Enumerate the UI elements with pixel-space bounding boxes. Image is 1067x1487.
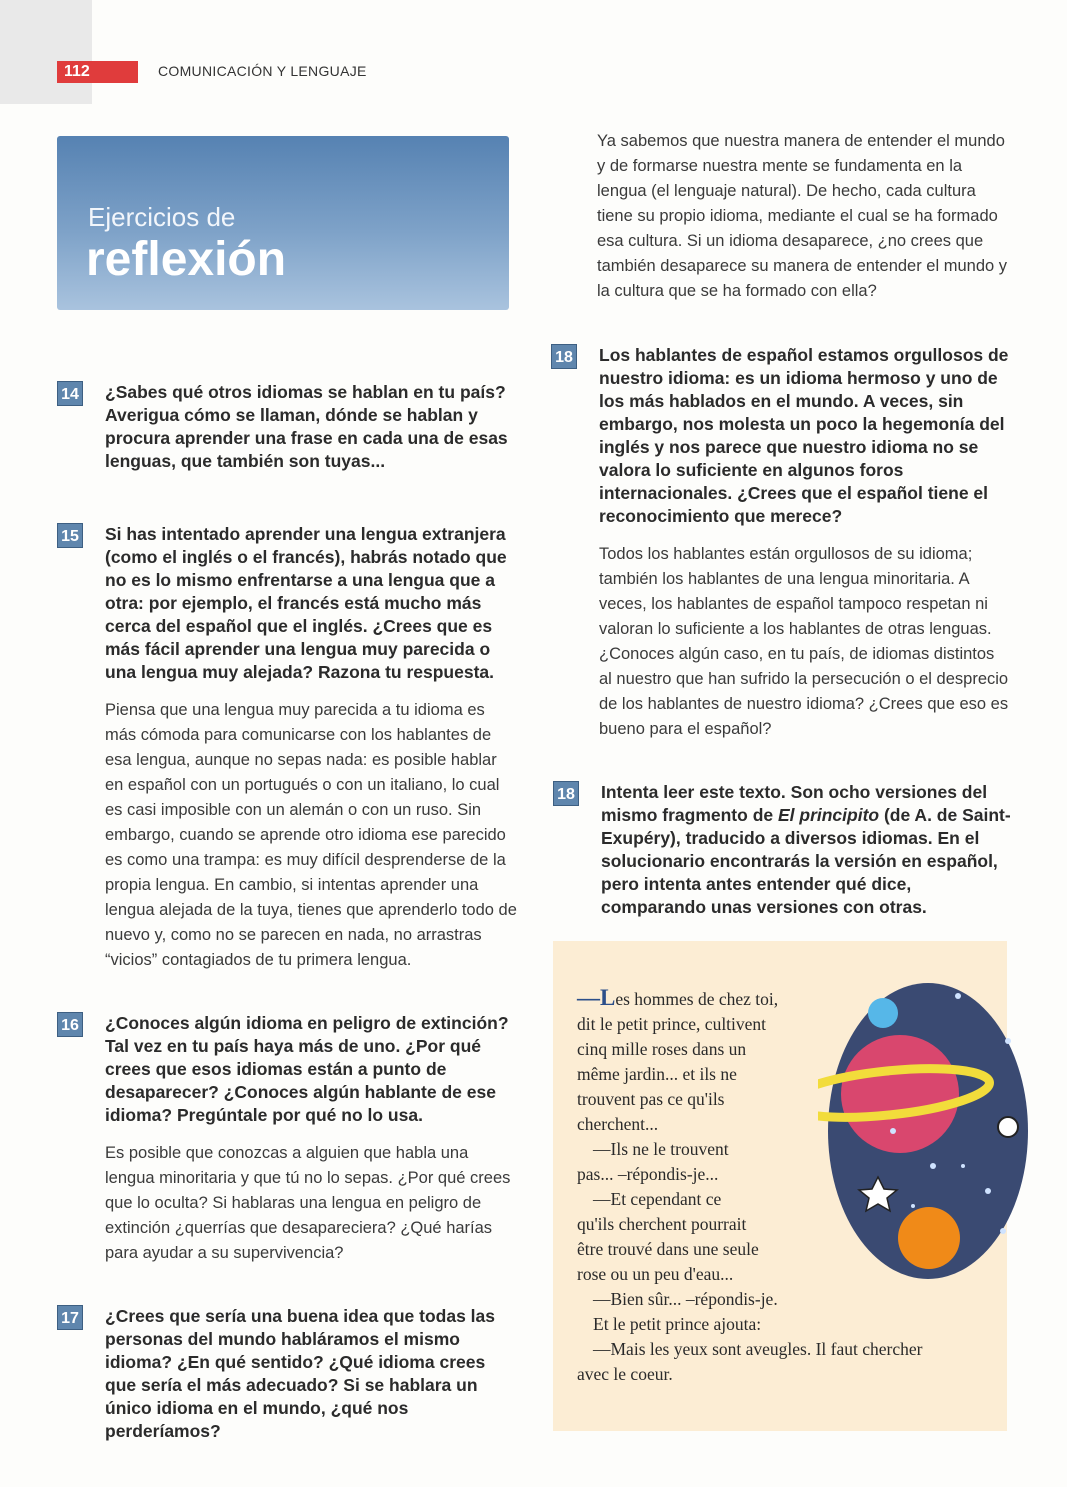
exercise-answer [599, 542, 1011, 742]
exercise-question: ¿Sabes qué otros idiomas se hablan en tu país? Averigua cómo se llaman, dónde se hablan y procura aprender una frase en cada una de esas lenguas, que también son tuyas... [105, 382, 508, 471]
section-title-line1: Ejercicios de [88, 202, 236, 232]
running-head: COMUNICACIÓN Y LENGUAJE [158, 63, 367, 79]
question-text-before: Intenta leer este texto. Son ocho versiones del mismo fragmento de [601, 782, 988, 825]
french-passage-box [553, 941, 1007, 1431]
exercise-number: 16 [57, 1012, 83, 1037]
exercise-16 [57, 1012, 517, 1266]
french-passage [577, 985, 997, 1387]
page-number: 112 [57, 61, 138, 83]
passage-line: —Mais les yeux sont aveugles. Il faut chercher [593, 1339, 923, 1359]
exercise-14 [57, 381, 517, 473]
section-title-box [57, 136, 509, 310]
exercise-question: ¿Conoces algún idioma en peligro de extinción? Tal vez en tu país haya más de uno. ¿Por qué crees que esos idiomas están a punto de desaparecer? ¿Conoces algún hablante de ese idioma? Pregúntale por qué no lo usa. [105, 1013, 509, 1125]
section-title-line2: reflexión [86, 233, 287, 286]
exercise-question [601, 781, 1013, 919]
exercise-answer [105, 698, 517, 973]
passage-line: même jardin... et ils ne [577, 1064, 737, 1084]
question-text-after: (de A. de Saint-Exupéry), traducido a diversos idiomas. En el solucionario encontrarás la versión en español, pero intenta antes entender qué dice, comparando unas versiones con otras. [601, 805, 1011, 917]
passage-line: —Et cependant ce [593, 1189, 722, 1209]
passage-line: —Ils ne le trouvent [593, 1139, 729, 1159]
dropcap: —L [577, 985, 616, 1010]
passage-line: —Les hommes de chez toi, [577, 985, 779, 1010]
passage-line: Et le petit prince ajouta: [593, 1314, 762, 1334]
exercise-number: 17 [57, 1305, 83, 1330]
exercise-number: 18 [553, 781, 579, 806]
exercise-number: 15 [57, 523, 83, 548]
passage-line: avec le coeur. [577, 1364, 673, 1384]
passage-line: cherchent... [577, 1114, 659, 1134]
exercise-15 [57, 523, 517, 973]
passage-line: dit le petit prince, cultivent [577, 1014, 767, 1034]
white-moon-icon [998, 1117, 1018, 1137]
intro-answer [597, 129, 1012, 304]
corner-shade [0, 0, 92, 104]
passage-line: trouvent pas ce qu'ils [577, 1089, 725, 1109]
exercise-question: Los hablantes de español estamos orgullosos de nuestro idioma: es un idioma hermoso y uno de los más hablados en el mundo. A veces, sin embargo, nos molesta un poco la hegemonía del inglés y nos parece que nuestro idioma no se valora lo suficiente en algunos foros internacionales. ¿Crees que el español tiene el reconocimiento que merece? [599, 345, 1009, 526]
passage-line: pas... –répondis-je... [577, 1164, 719, 1184]
passage-line: cinq mille roses dans un [577, 1039, 747, 1059]
exercise-answer-text: Todos los hablantes están orgullosos de su idioma; también los hablantes de una lengua minoritaria. A veces, los hablantes de español tampoco respetan ni valoran lo suficiente a los hablantes de otras lenguas. ¿Conoces algún caso, en tu país, de idiomas distintos al nuestro que han sufrido la persecución o el desprecio de los hablantes de nuestro idioma? ¿Crees que eso es bueno para el español? [599, 545, 1009, 738]
exercise-answer [105, 1141, 517, 1266]
exercise-17 [57, 1305, 517, 1443]
passage-line: rose ou un peu d'eau... [577, 1264, 734, 1284]
exercise-question: ¿Crees que sería una buena idea que todas las personas del mundo habláramos el mismo idioma? ¿En qué sentido? ¿Qué idioma crees que sería el más adecuado? Si se hablara un único idioma en el mundo, ¿qué nos perderíamos? [105, 1306, 495, 1441]
exercise-18-a [551, 344, 1011, 742]
exercise-question: Si has intentado aprender una lengua extranjera (como el inglés o el francés), habrás notado que no es lo mismo enfrentarse a una lengua que a otra: por ejemplo, el francés está mucho más cerca del español que el inglés. ¿Crees que es más fácil aprender una lengua muy parecida o una lengua muy alejada? Razona tu respuesta. [105, 524, 507, 682]
passage-line: —Bien sûr... –répondis-je. [593, 1289, 778, 1309]
exercise-number: 14 [57, 381, 83, 406]
book-title: El principito [777, 805, 880, 825]
exercise-answer-text: Piensa que una lengua muy parecida a tu idioma es más cómoda para comunicarse con los hablantes de esa lengua, aunque no sepas nada: es posible hablar en español con un portugués o con un italiano, lo cual es casi imposible con un alemán o con un ruso. Sin embargo, cuando se aprende otro idioma ese parecido es como una trampa: es muy difícil desprenderse de la propia lengua. En cambio, si intentas aprender una lengua alejada de la tuya, tienes que aprenderlo todo de nuevo y, como no se parecen en nada, no arrastras “vicios” contagiados de tu primera lengua. [105, 701, 517, 969]
exercise-18-b [553, 781, 1013, 919]
intro-answer-text: Ya sabemos que nuestra manera de entender el mundo y de formarse nuestra mente se fundamenta en la lengua (el lenguaje natural). De hecho, cada cultura tiene su propio idioma, mediante el cual se ha formado esa cultura. Si un idioma desaparece, ¿no crees que también desaparece su manera de entender el mundo y la cultura que se ha formado con ella? [597, 132, 1008, 300]
passage-line: qu'ils cherchent pourrait [577, 1214, 747, 1234]
exercise-answer-text: Es posible que conozcas a alguien que habla una lengua minoritaria y que tú no lo sepas. ¿Por qué crees que lo oculta? Si hablaras una lengua en peligro de extinción ¿querrías que desapareciera? ¿Qué harías para ayudar a su supervivencia? [105, 1144, 511, 1262]
passage-line: être trouvé dans une seule [577, 1239, 759, 1259]
exercise-number: 18 [551, 344, 577, 369]
